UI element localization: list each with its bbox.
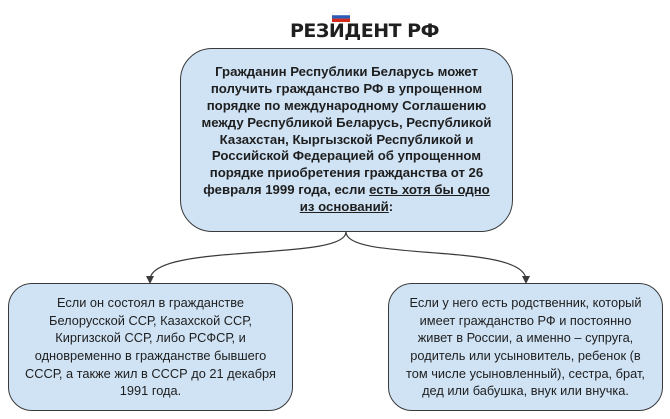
main-condition-text xyxy=(199,64,494,215)
ground-ussr-citizenship-text: Если он состоял в гражданстве Белорусской ССР, Казахской ССР, Киргизской ССР, либо РСФСР, и одновременно в гражданстве бывшего СССР, а также жил в СССР до 21 декабря 1991 года. xyxy=(25,295,276,399)
ground-relative-box xyxy=(388,283,663,411)
logo xyxy=(290,8,439,46)
connector-right xyxy=(346,232,526,280)
ground-ussr-citizenship-box xyxy=(8,283,293,411)
main-text-underlined: есть хотя бы одно из оснований xyxy=(299,181,490,214)
logo-text: РЕЗИДЕНТ РФ xyxy=(290,20,439,42)
connector-left xyxy=(150,232,346,280)
main-text-intro: Гражданин Республики Беларусь может получить гражданство РФ в упрощенном порядке по международному Соглашению между Республикой Беларусь, Республикой Казахстан, Кыргызской Республикой и Российской Федерацией об упрощенном порядке приобретения гражданства от 26 февраля 1999 года, если xyxy=(201,64,492,197)
main-text-colon: : xyxy=(388,198,394,214)
main-condition-box xyxy=(180,48,513,232)
ground-relative-text: Если у него есть родственник, который имеет гражданство РФ и постоянно живет в России, а именно – супруга, родитель или усыновитель, ребенок (в том числе усыновленный), сестра, брат, дед или бабушка, внук или внучка. xyxy=(406,295,645,399)
